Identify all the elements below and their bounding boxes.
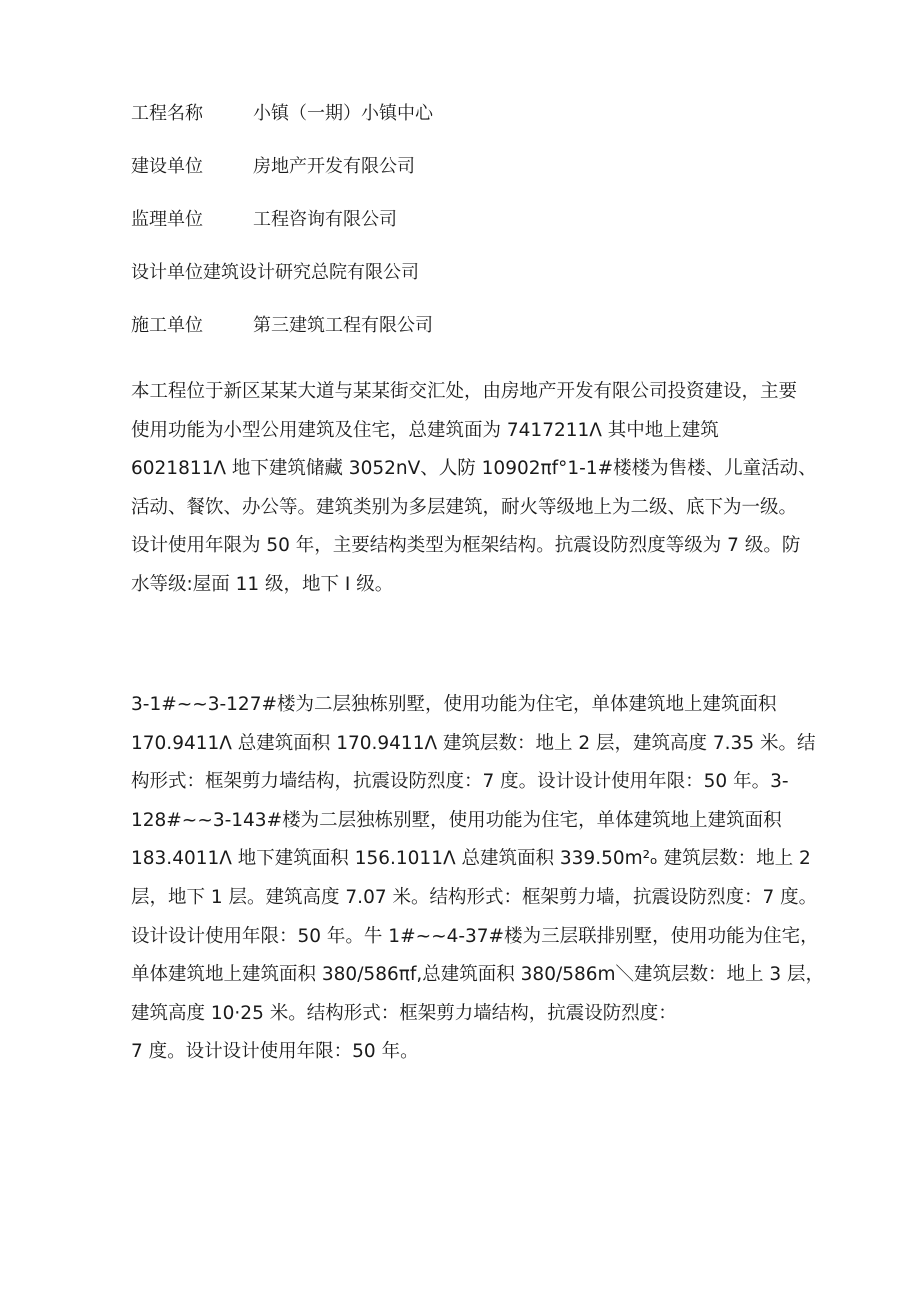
contractor-unit-value: 第三建筑工程有限公司 <box>253 315 433 336</box>
paragraph-line: 水等级:屋面 11 级，地下 Ⅰ 级。 <box>131 573 394 595</box>
paragraph-line: 170.9411Λ 总建筑面积 170.9411Λ 建筑层数：地上 2 层，建筑高度 7.35 米。结 <box>131 732 816 754</box>
construction-unit-label: 建设单位 <box>131 156 203 177</box>
supervision-unit-row <box>131 205 397 235</box>
project-overview-paragraph <box>131 373 817 605</box>
project-name-value: 小镇（一期）小镇中心 <box>253 103 433 124</box>
supervision-unit-label: 监理单位 <box>131 209 203 230</box>
construction-unit-value: 房地产开发有限公司 <box>253 156 415 177</box>
paragraph-line: 单体建筑地上建筑面积 380/586πf,总建筑面积 380/586m＼建筑层数：地上 3 层， <box>131 964 825 986</box>
design-unit-label: 设计单位建筑设计研究总院有限公司 <box>131 262 419 283</box>
building-details-paragraph <box>131 686 825 1072</box>
paragraph-line: 128#~~3-143#楼为二层独栋别墅，使用功能为住宅，单体建筑地上建筑面积 <box>131 809 782 831</box>
project-name-row <box>131 99 433 129</box>
contractor-unit-label: 施工单位 <box>131 315 203 336</box>
project-name-label: 工程名称 <box>131 103 203 124</box>
design-unit-row <box>131 258 419 288</box>
contractor-unit-row <box>131 311 433 341</box>
construction-unit-row <box>131 152 415 182</box>
paragraph-line: 3-1#~~3-127#楼为二层独栋别墅，使用功能为住宅，单体建筑地上建筑面积 <box>131 694 777 715</box>
paragraph-line: 6021811Λ 地下建筑储藏 3052nV、人防 10902πf°1-1#楼楼为售楼、儿童活动、 <box>131 458 817 480</box>
paragraph-line: 层，地下 1 层。建筑高度 7.07 米。结构形式：框架剪力墙，抗震设防烈度：7 度。 <box>131 886 818 908</box>
paragraph-line: 设计设计使用年限：50 年。牛 1#~~4-37#楼为三层联排别墅，使用功能为住宅， <box>131 925 819 947</box>
supervision-unit-value: 工程咨询有限公司 <box>253 209 397 230</box>
paragraph-line: 构形式：框架剪力墙结构，抗震设防烈度：7 度。设计设计使用年限：50 年。3- <box>131 771 789 793</box>
paragraph-line: 活动、餐饮、办公等。建筑类别为多层建筑，耐火等级地上为二级、底下为一级。 <box>131 496 798 518</box>
paragraph-line: 建筑高度 10·25 米。结构形式：框架剪力墙结构，抗震设防烈度： <box>131 1002 677 1024</box>
paragraph-line: 183.4011Λ 地下建筑面积 156.1011Λ 总建筑面积 339.50m²ₒ 建筑层数：地上 2 <box>131 848 811 870</box>
paragraph-line: 设计使用年限为 50 年，主要结构类型为框架结构。抗震设防烈度等级为 7 级。防 <box>131 535 801 557</box>
paragraph-line: 使用功能为小型公用建筑及住宅，总建筑面为 7417211Λ 其中地上建筑 <box>131 419 719 441</box>
paragraph-line: 7 度。设计设计使用年限：50 年。 <box>131 1041 419 1063</box>
paragraph-line: 本工程位于新区某某大道与某某街交汇处，由房地产开发有限公司投资建设，主要 <box>131 381 798 402</box>
